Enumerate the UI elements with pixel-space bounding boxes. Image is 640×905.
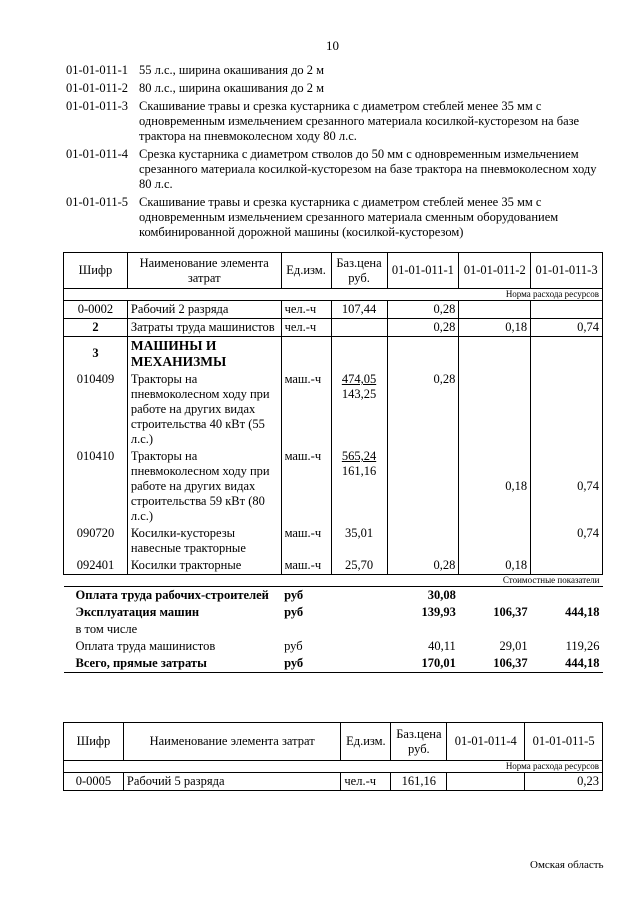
table-row (64, 300, 603, 318)
table-row (64, 336, 603, 371)
summary-value-3: 119,26 (565, 638, 600, 653)
row-code: 0-0005 (64, 772, 124, 790)
row-price: 25,70 (331, 557, 387, 575)
summary-spacer (331, 655, 387, 673)
row-unit: маш.-ч (281, 448, 331, 525)
header-unit: Ед.изм. (281, 253, 331, 289)
header-price: Баз.цена руб. (391, 723, 447, 761)
footer-region: Омская область (530, 859, 604, 871)
header-name: Наименование элемента затрат (127, 253, 281, 289)
row-value-1 (447, 772, 525, 790)
row-value-3 (531, 300, 603, 318)
table-row (64, 557, 603, 575)
row-value-1 (387, 336, 459, 371)
row-name: Тракторы на пневмоколесном ходу при работе на других видах строительства 40 кВт (55 л.с.) (127, 371, 281, 448)
definition-text: Срезка кустарника с диаметром стволов до 50 мм с одновременным измельчением срезанного материала косилкой-кусторезом на базе трактора на пневмоколесном ходу 80 л.с. (139, 147, 597, 191)
header-code: Шифр (64, 253, 128, 289)
definition-item (66, 147, 606, 192)
row-code: 0-0002 (64, 300, 128, 318)
norm-label-row (64, 761, 603, 773)
definition-item (66, 195, 606, 240)
row-name: Косилки тракторные (127, 557, 281, 575)
row-value-2: 0,23 (525, 772, 603, 790)
summary-name: Всего, прямые затраты (64, 655, 282, 673)
table-row (64, 772, 603, 790)
row-value-1: 0,28 (387, 557, 459, 575)
row-value-3: 0,74 (531, 318, 603, 336)
row-value-1 (387, 525, 459, 557)
summary-value-2: 106,37 (459, 655, 531, 673)
resource-table-2 (63, 722, 603, 791)
row-value-2: 0,18 (459, 318, 531, 336)
row-value-2: 0,18 (459, 448, 531, 525)
summary-row (64, 621, 603, 638)
table-row (64, 525, 603, 557)
summary-value-2: 29,01 (499, 638, 528, 653)
definition-text: 55 л.с., ширина окашивания до 2 м (139, 63, 325, 77)
row-value-3 (531, 371, 603, 448)
definition-item (66, 81, 606, 96)
norm-label: Норма расхода ресурсов (64, 289, 603, 301)
summary-unit: руб (284, 638, 303, 653)
summary-value-3: 444,18 (531, 655, 603, 673)
summary-value-2 (459, 586, 531, 604)
row-unit: чел.-ч (281, 318, 331, 336)
summary-value-1: 30,08 (427, 587, 456, 602)
definition-text: 80 л.с., ширина окашивания до 2 м (139, 81, 325, 95)
definition-code: 01-01-011-5 (66, 195, 129, 209)
row-value-2: 0,18 (459, 557, 531, 575)
row-value-2 (459, 371, 531, 448)
page-number: 10 (326, 38, 339, 53)
resource-table-1 (63, 252, 603, 673)
header-col-1: 01-01-011-1 (387, 253, 459, 289)
header-name: Наименование элемента затрат (123, 723, 340, 761)
row-code: 2 (64, 318, 128, 336)
summary-row (64, 586, 603, 604)
definition-text: Скашивание травы и срезка кустарника с диаметром стеблей менее 35 мм с одновременным измельчением срезанного материала сменным оборудованием комбинированной дорожной машины (косилкой-кусторезом) (139, 195, 559, 239)
row-value-2 (459, 336, 531, 371)
header-col-2: 01-01-011-5 (525, 723, 603, 761)
table-row (64, 371, 603, 448)
row-name: Рабочий 5 разряда (123, 772, 340, 790)
row-name: Косилки-кусторезы навесные тракторные (127, 525, 281, 557)
row-code: 090720 (64, 525, 128, 557)
definition-code: 01-01-011-4 (66, 147, 129, 161)
row-code: 010409 (64, 371, 128, 448)
header-unit: Ед.изм. (341, 723, 391, 761)
price-secondary: 161,16 (341, 464, 377, 479)
definition-item (66, 99, 606, 144)
summary-unit: руб (284, 604, 304, 619)
table-row (64, 318, 603, 336)
summary-value-1: 170,01 (387, 655, 459, 673)
summary-row (64, 638, 603, 655)
header-code: Шифр (64, 723, 124, 761)
row-unit: чел.-ч (281, 300, 331, 318)
summary-row (64, 604, 603, 621)
summary-name: Эксплуатация машин (75, 604, 200, 619)
summary-name: Оплата труда рабочих-строителей (75, 587, 269, 602)
row-code: 092401 (64, 557, 128, 575)
price-secondary: 143,25 (341, 387, 377, 402)
row-price (331, 336, 387, 371)
summary-row (64, 655, 603, 673)
table-header-row (64, 723, 603, 761)
row-value-2 (459, 525, 531, 557)
row-value-1: 0,28 (387, 318, 459, 336)
row-unit (281, 336, 331, 371)
row-unit: маш.-ч (281, 557, 331, 575)
row-name: Тракторы на пневмоколесном ходу при работе на других видах строительства 59 кВт (80 л.с.) (127, 448, 281, 525)
row-unit: маш.-ч (281, 525, 331, 557)
summary-value-3: 444,18 (565, 604, 600, 619)
row-code: 010410 (64, 448, 128, 525)
norm-label: Норма расхода ресурсов (64, 761, 603, 773)
header-col-3: 01-01-011-3 (531, 253, 603, 289)
row-price: 35,01 (331, 525, 387, 557)
definitions-list (66, 63, 606, 243)
row-value-1: 0,28 (387, 371, 459, 448)
summary-value-1: 40,11 (428, 638, 456, 653)
summary-value-1: 139,93 (421, 604, 456, 619)
row-code: 3 (64, 336, 128, 371)
definition-code: 01-01-011-2 (66, 81, 129, 95)
definition-code: 01-01-011-3 (66, 99, 129, 113)
summary-spacer (331, 638, 387, 655)
cost-label: Стоимостные показатели (64, 575, 603, 587)
row-unit: маш.-ч (281, 371, 331, 448)
cost-label-row (64, 575, 603, 587)
row-price: 107,44 (331, 300, 387, 318)
definition-text: Скашивание травы и срезка кустарника с диаметром стеблей менее 35 мм с одновременным измельчением срезанного материала косилкой-кусторезом на базе трактора на пневмоколесном ходу 80 л.с. (139, 99, 580, 143)
summary-name: Оплата труда машинистов (75, 638, 216, 653)
row-name: Затраты труда машинистов (127, 318, 281, 336)
summary-unit: руб (281, 655, 331, 673)
row-price (331, 318, 387, 336)
header-price: Баз.цена руб. (331, 253, 387, 289)
summary-spacer (331, 586, 387, 604)
summary-value-2: 106,37 (493, 604, 528, 619)
row-value-2 (459, 300, 531, 318)
summary-value-3 (531, 586, 603, 604)
row-value-3 (531, 336, 603, 371)
row-value-3: 0,74 (531, 525, 603, 557)
table-row (64, 448, 603, 525)
summary-unit: руб (284, 587, 304, 602)
definition-item (66, 63, 606, 78)
price-primary: 565,24 (341, 449, 377, 464)
row-price (331, 371, 387, 448)
price-primary: 474,05 (341, 372, 377, 387)
row-name: Рабочий 2 разряда (127, 300, 281, 318)
header-col-1: 01-01-011-4 (447, 723, 525, 761)
row-unit: чел.-ч (341, 772, 391, 790)
summary-spacer (331, 604, 387, 621)
summary-name: в том числе (75, 621, 138, 636)
definition-code: 01-01-011-1 (66, 63, 129, 77)
row-name: МАШИНЫ И МЕХАНИЗМЫ (127, 336, 281, 371)
norm-label-row (64, 289, 603, 301)
table-header-row (64, 253, 603, 289)
header-col-2: 01-01-011-2 (459, 253, 531, 289)
row-price: 161,16 (391, 772, 447, 790)
row-value-3: 0,74 (531, 448, 603, 525)
row-price (331, 448, 387, 525)
row-value-1 (387, 448, 459, 525)
row-value-1: 0,28 (387, 300, 459, 318)
row-value-3 (531, 557, 603, 575)
